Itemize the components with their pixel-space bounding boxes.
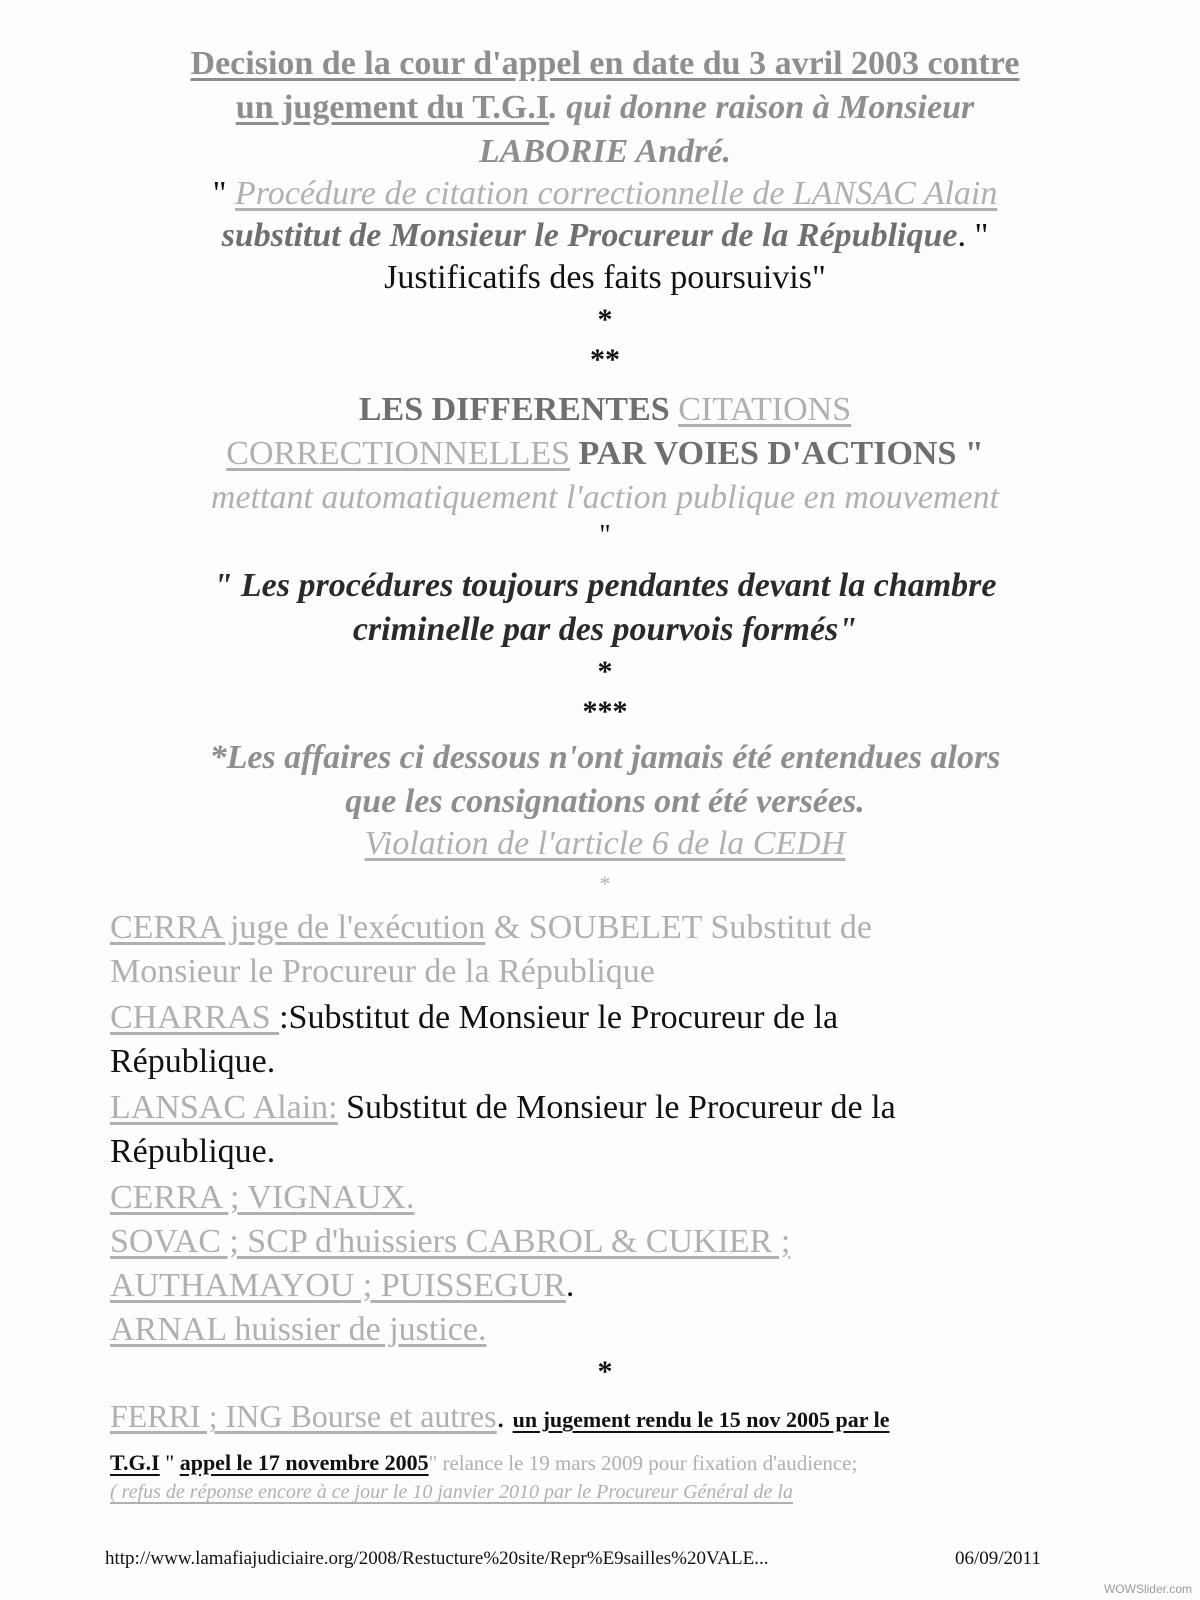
header-line-2-rest: . qui donne raison à Monsieur xyxy=(549,89,975,126)
star-separator-2: ** xyxy=(590,343,620,376)
final-quote: " xyxy=(159,1450,180,1475)
list-item-2-rest: :Substitut de Monsieur le Procureur de la xyxy=(279,999,839,1036)
list-item-6-rest: . xyxy=(565,1267,575,1304)
final-line-1 xyxy=(110,1396,1110,1440)
header-line-5 xyxy=(90,216,1120,256)
watermark-logo: WOWSlider.com xyxy=(1103,1582,1192,1596)
section2-citations: CITATIONS xyxy=(678,391,852,428)
header-procedure-title: Procédure de citation correctionnelle de LANSAC Alain xyxy=(235,175,998,212)
list-item-5: SOVAC ; SCP d'huissiers CABROL & CUKIER ; xyxy=(110,1223,791,1260)
final-line-3: ( refus de réponse encore à ce jour le 10 janvier 2010 par le Procureur Général de la xyxy=(110,1481,793,1503)
list-item-1 xyxy=(110,906,1110,950)
final-appel: appel le 17 novembre 2005 xyxy=(179,1450,429,1475)
list-item-2-line-2: République. xyxy=(110,1043,276,1080)
header-tgi-underlined: un jugement du T.G.I xyxy=(235,89,550,126)
final-relance: " relance le 19 mars 2009 pour fixation d'audience; xyxy=(428,1451,858,1475)
list-item-7: ARNAL huissier de justice. xyxy=(110,1311,487,1348)
section4-line-2: que les consignations ont été versées. xyxy=(345,783,865,820)
header-substitut: substitut de Monsieur le Procureur de la République xyxy=(221,217,958,254)
section2-correctionnelles: CORRECTIONNELLES xyxy=(226,435,571,472)
section2-par-voies: PAR VOIES D'ACTIONS " xyxy=(570,435,984,472)
list-item-1-line-2: Monsieur le Procureur de la République xyxy=(110,953,655,990)
section3-line-2: criminelle par des pourvois formés" xyxy=(352,611,858,648)
section2-line-2 xyxy=(90,434,1120,474)
star-separator-1: * xyxy=(597,303,613,336)
header-line-2 xyxy=(90,88,1120,128)
list-item-1-rest: & SOUBELET Substitut de xyxy=(485,909,872,946)
list-item-2 xyxy=(110,996,1110,1040)
header-line-1: Decision de la cour d'appel en date du 3 avril 2003 contre xyxy=(190,45,1020,82)
list-item-6-underlined: AUTHAMAYOU ; PUISSEGUR xyxy=(110,1267,566,1304)
list-item-6 xyxy=(110,1264,1110,1308)
list-item-2-underlined: CHARRAS xyxy=(110,999,280,1036)
list-item-3-rest: Substitut de Monsieur le Procureur de la xyxy=(337,1089,896,1126)
list-item-3 xyxy=(110,1086,1110,1130)
header-line-4 xyxy=(90,174,1120,214)
section4-line-3: Violation de l'article 6 de la CEDH xyxy=(364,825,846,862)
star-separator-6: * xyxy=(597,1355,613,1388)
header-quote: " xyxy=(212,175,227,212)
header-line-6: Justificatifs des faits poursuivis" xyxy=(384,259,826,296)
list-item-1-underlined: CERRA juge de l'exécution xyxy=(110,909,486,946)
section4-line-1: *Les affaires ci dessous n'ont jamais été entendues alors xyxy=(209,739,1001,776)
section2-les-differentes: LES DIFFERENTES xyxy=(358,391,679,428)
final-tgi: T.G.I xyxy=(110,1450,160,1475)
header-line-5-end: . " xyxy=(957,217,989,254)
final-dot: . xyxy=(496,1398,513,1434)
section2-line-1 xyxy=(90,390,1120,430)
final-ferri: FERRI ; ING Bourse et autres xyxy=(110,1398,497,1434)
section2-line-3: mettant automatiquement l'action publique en mouvement xyxy=(210,479,1000,516)
star-separator-5: * xyxy=(599,871,611,896)
star-separator-3: * xyxy=(597,655,613,688)
section2-line-4: " xyxy=(599,520,611,551)
list-item-4: CERRA ; VIGNAUX. xyxy=(110,1179,415,1216)
section3-line-1: " Les procédures toujours pendantes devant la chambre xyxy=(213,567,997,604)
footer-date: 06/09/2011 xyxy=(955,1548,1041,1569)
final-jugement: un jugement rendu le 15 nov 2005 par le xyxy=(512,1407,890,1432)
footer-url: http://www.lamafiajudiciaire.org/2008/Restucture%20site/Repr%E9sailles%20VALE... xyxy=(105,1548,769,1569)
star-separator-4: *** xyxy=(582,695,628,728)
list-item-3-underlined: LANSAC Alain: xyxy=(110,1089,338,1126)
header-line-3: LABORIE André. xyxy=(479,133,731,170)
list-item-3-line-2: République. xyxy=(110,1133,276,1170)
